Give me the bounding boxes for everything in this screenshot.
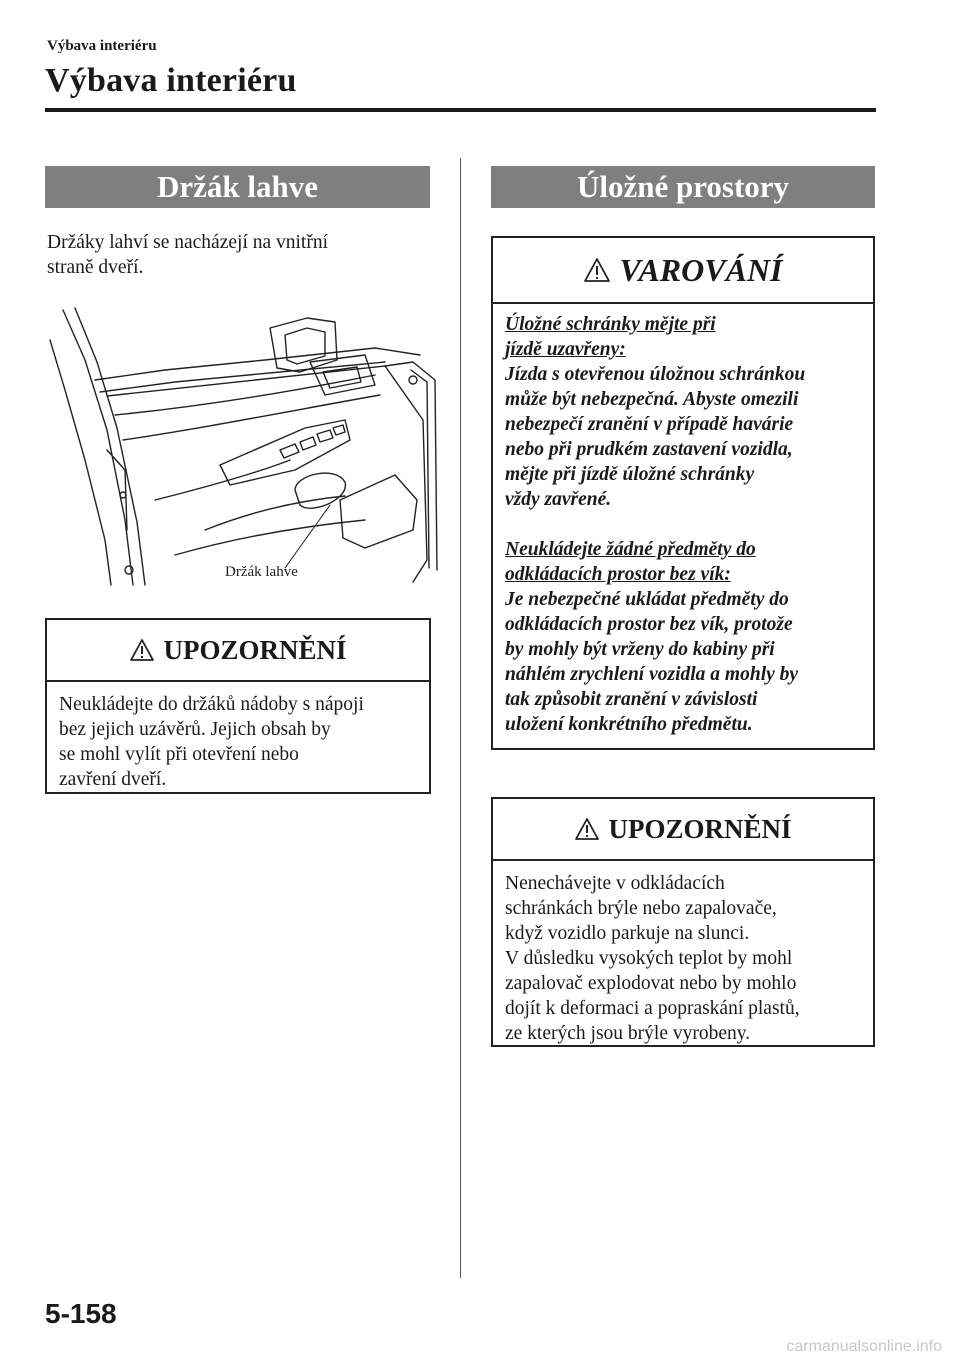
title-rule xyxy=(45,108,876,112)
warning-line: Je nebezpečné ukládat předměty do xyxy=(505,589,789,610)
caution-line: dojít k deformaci a popraskání plastů, xyxy=(505,998,800,1019)
watermark: carmanualsonline.info xyxy=(786,1338,942,1355)
warning-line: může být nebezpečná. Abyste omezili xyxy=(505,389,799,410)
warning-triangle-icon xyxy=(129,638,155,662)
caution-title: UPOZORNĚNÍ xyxy=(163,634,347,665)
warning-triangle-icon xyxy=(583,257,611,283)
caution-line: zavření dveří. xyxy=(59,769,167,790)
warning-box-storage xyxy=(491,236,875,750)
warning-body xyxy=(493,304,873,747)
warning-line: uložení konkrétního předmětu. xyxy=(505,714,753,735)
breadcrumb: Výbava interiéru xyxy=(47,38,157,54)
caution-line: ze kterých jsou brýle vyrobeny. xyxy=(505,1023,751,1044)
caution-line: Neukládejte do držáků nádoby s nápoji xyxy=(59,694,364,715)
warning-title: VAROVÁNÍ xyxy=(619,251,783,288)
caution-box-bottle xyxy=(45,618,431,794)
warning-line: nebo při prudkém zastavení vozidla, xyxy=(505,439,793,460)
caution-header xyxy=(493,799,873,861)
door-illustration xyxy=(45,300,440,595)
intro-line: straně dveří. xyxy=(47,257,144,278)
warning-line: by mohly být vrženy do kabiny při xyxy=(505,639,775,660)
warning-line: Jízda s otevřenou úložnou schránkou xyxy=(505,364,806,385)
bottle-holder-intro xyxy=(47,230,432,280)
warning-line: mějte při jízdě úložné schránky xyxy=(505,464,755,485)
warning-subheading: odkládacích prostor bez vík: xyxy=(505,564,731,585)
page-title: Výbava interiéru xyxy=(45,62,297,99)
caution-body xyxy=(47,682,429,802)
caution-line: Nenechávejte v odkládacích xyxy=(505,873,725,894)
caution-line: V důsledku vysokých teplot by mohl xyxy=(505,948,793,969)
warning-subheading: Úložné schránky mějte při xyxy=(505,314,716,335)
figure-callout-label: Držák lahve xyxy=(225,564,298,580)
page-number: 5-158 xyxy=(45,1298,117,1329)
paragraph-gap xyxy=(505,512,861,537)
caution-box-storage xyxy=(491,797,875,1047)
caution-line: se mohl vylít při otevření nebo xyxy=(59,744,299,765)
caution-line: schránkách brýle nebo zapalovače, xyxy=(505,898,777,919)
caution-body xyxy=(493,861,873,1056)
warning-line: vždy zavřené. xyxy=(505,489,612,510)
warning-subheading: jízdě uzavřeny: xyxy=(505,339,626,360)
intro-line: Držáky lahví se nacházejí na vnitřní xyxy=(47,232,329,253)
section-header-storage: Úložné prostory xyxy=(491,166,875,208)
caution-title: UPOZORNĚNÍ xyxy=(608,813,792,844)
warning-line: náhlém zrychlení vozidla a mohly by xyxy=(505,664,799,685)
caution-line: bez jejich uzávěrů. Jejich obsah by xyxy=(59,719,331,740)
warning-header xyxy=(493,238,873,304)
warning-line: tak způsobit zranění v závislosti xyxy=(505,689,758,710)
warning-triangle-icon xyxy=(574,817,600,841)
column-divider xyxy=(460,158,461,1278)
caution-line: když vozidlo parkuje na slunci. xyxy=(505,923,750,944)
caution-header xyxy=(47,620,429,682)
warning-line: odkládacích prostor bez vík, protože xyxy=(505,614,793,635)
section-header-bottle-holder: Držák lahve xyxy=(45,166,430,208)
warning-line: nebezpečí zranění v případě havárie xyxy=(505,414,794,435)
warning-subheading: Neukládejte žádné předměty do xyxy=(505,539,756,560)
caution-line: zapalovač explodovat nebo by mohlo xyxy=(505,973,797,994)
